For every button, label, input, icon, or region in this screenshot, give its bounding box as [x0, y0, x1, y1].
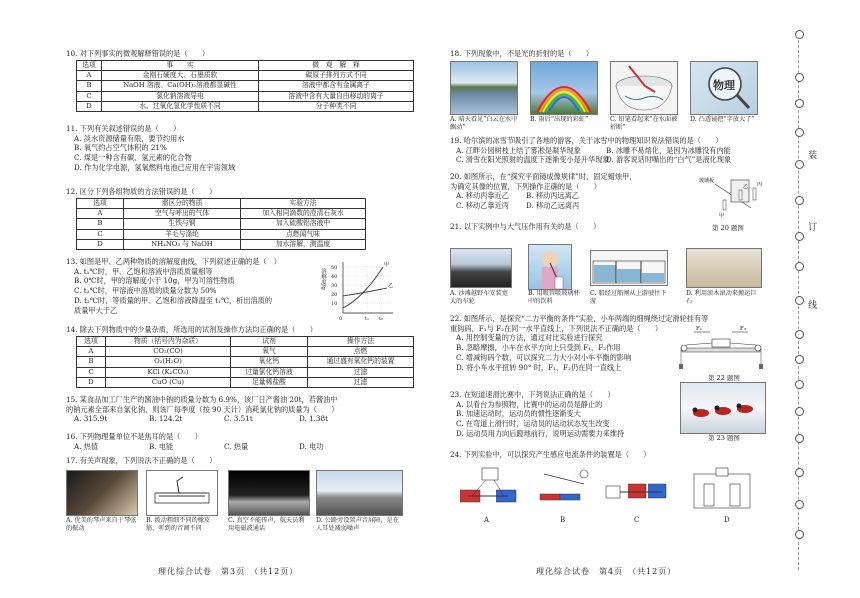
fig23-label: 第 23 题图: [708, 434, 740, 442]
table-cell: 氧化钙: [231, 357, 308, 367]
table-header: 事 实: [102, 61, 259, 71]
fig-text: 甲: [719, 213, 725, 219]
table-row: [77, 81, 414, 91]
right-page: [450, 0, 768, 598]
option: C. 煤是一种含有碳、氢元素的化合物: [74, 153, 192, 163]
table-cell: KCl (K₂CO₃): [106, 367, 231, 377]
table-cell: A: [77, 209, 124, 219]
table-header-row: [77, 61, 414, 71]
binding-hole: [795, 99, 804, 108]
binding-hole: [795, 73, 804, 82]
q17-caption-a: A. 优美的琴声来自于琴弦的振动: [66, 517, 137, 532]
q14-stem: 14. 除去下列物质中的少量杂质，所选用的试剂及操作方法均正确的是（ ）: [66, 325, 317, 334]
option: B. 加速运动时，运动员的惯性逐渐变大: [456, 409, 581, 419]
option: C. 滑雪在阳光照射的温度下逐渐变小是升华现象: [456, 155, 610, 165]
binding-hole: [795, 500, 804, 509]
page-footer: 理化综合试卷 第3页 （共12页）: [158, 567, 299, 577]
table-row: [77, 91, 414, 101]
apparatus-b: [534, 464, 594, 512]
page-footer: 理化综合试卷 第4页 （共12页）: [536, 567, 677, 577]
table-header: 选项: [77, 337, 106, 347]
table-cell: B: [77, 219, 124, 229]
table-cell: 通过盛有氧化钙的装置: [308, 357, 414, 367]
table-cell: 溶液中含有大量自由移动的离子: [259, 91, 414, 101]
table-cell: 加入相同滴数的澄清石灰水: [241, 209, 366, 219]
drinking-straw-photo: [528, 244, 572, 290]
table-cell: 过量氯化钙溶液: [231, 367, 308, 377]
guitar-photo: [66, 470, 138, 516]
table-cell: 空气与呼出的气体: [124, 209, 241, 219]
table-header: 需区分的物质: [124, 199, 241, 209]
graph-ylabel: 溶解度/g: [320, 268, 326, 290]
q13-block: [66, 257, 281, 315]
binding-hole: [795, 262, 804, 271]
q16-stem: 16. 下列物理量单位不是焦耳的是（ ）: [66, 432, 202, 441]
table-row: [77, 101, 414, 111]
two-force-figure: [678, 322, 764, 372]
table-cell: O₂(H₂O): [106, 357, 231, 367]
option: B. 冰雕不易熔化，是因为冰雕没有内能: [606, 145, 731, 155]
tick-label: t₁: [365, 316, 370, 322]
table-cell: C: [77, 229, 124, 239]
q10-table: [76, 60, 414, 112]
cloud-reflection-photo: [450, 61, 518, 115]
solubility-graph: [320, 258, 395, 322]
q17-caption-c: C. 真空不能传声，航天员利用电磁波通话: [228, 517, 305, 532]
q21-caption-d: D. 利用滚木滚动来搬运巨石: [686, 290, 757, 305]
option: B. 忽略摩擦，小车在水平方向上只受到 F₁、F₂作用: [456, 343, 621, 353]
curve-yi: [343, 288, 387, 296]
option: A. 315.9t: [74, 414, 108, 424]
table-cell: 生铁与铜: [124, 219, 241, 229]
q21-stem: 21. 以下实例中与大气压作用有关的是（ ）: [450, 222, 601, 231]
binding-label: 订: [806, 222, 817, 231]
q20-stem: 20. 如图所示，在“探究平面镜成像规律”时，固定蜡烛甲，: [450, 172, 637, 181]
curve-label: 甲: [384, 262, 390, 268]
option: A. 淡水资源储量有限，要节约用水: [74, 133, 185, 143]
q21-caption-a: A. 沙滩越野车安装宽大的车轮: [450, 290, 508, 305]
q24-label-b: B: [560, 516, 566, 524]
q21-caption-b: B. 用吸管吸玻璃杯中的饮料: [528, 290, 580, 305]
option: D. 1.38t: [299, 414, 328, 424]
table-row: [77, 367, 414, 377]
q24-stem: 24. 下列实验中，可以探究产生感应电流条件的装置是（ ）: [450, 450, 651, 459]
table-row: [77, 229, 366, 239]
q15-block: [66, 395, 338, 424]
magnified-text: 物理: [713, 79, 735, 92]
ship-lock-figure: [590, 250, 668, 286]
option: D. 电功: [299, 441, 324, 451]
pencil-bowl-photo: [610, 61, 678, 115]
curve-label: 乙: [388, 283, 394, 289]
table-cell: 点燃闻气味: [241, 229, 366, 239]
option: D. 作为化学电源，氢氧燃料电池已应用在宇宙领域: [74, 162, 236, 172]
option: B. 移动丙远离乙: [526, 191, 579, 201]
table-header-row: [77, 199, 366, 209]
binding-hole: [795, 468, 804, 477]
binding-hole: [795, 530, 804, 539]
option: C. 3.51t: [224, 414, 253, 424]
option: A. 江畔公园树枝上结了雾凇是凝华现象: [456, 145, 581, 155]
q18-caption-a: A. 晴天看见“白云在水中飘动”: [450, 116, 518, 131]
table-cell: CuO (Cu): [106, 377, 231, 387]
q21-caption-c: C. 船经过船闸从上游驶往下游: [590, 290, 667, 305]
q11-stem: 11. 下列有关叙述错误的是（ ）: [66, 124, 181, 133]
binding-hole: [795, 232, 804, 241]
mirror-figure: [695, 172, 767, 222]
table-cell: 分子种类不同: [259, 101, 414, 111]
table-header: 选项: [77, 61, 102, 71]
option: A. 热值: [74, 441, 99, 451]
apparatus-a: [452, 464, 524, 512]
q20-block: [450, 172, 636, 211]
q19-block: [450, 136, 731, 165]
table-row: [77, 239, 366, 249]
option: D. 将小车水平扭转 90° 时，F₁、F₂仍在同一直线上: [456, 362, 622, 372]
table-header: 操作方法: [308, 337, 414, 347]
table-cell: NH₄NO₃ 与 NaOH: [124, 239, 241, 249]
q22-block: [450, 314, 708, 372]
table-cell: NaOH 溶液、Ca(OH)₂溶液都显碱性: [102, 81, 259, 91]
table-cell: 水、过氧化氢化学性质不同: [102, 101, 259, 111]
force-label: F₁: [696, 326, 703, 332]
option: B. 电能: [149, 441, 174, 451]
table-cell: 点燃: [308, 347, 414, 357]
table-cell: D: [77, 101, 102, 111]
tick-label: 10: [331, 301, 338, 307]
table-cell: D: [77, 377, 106, 387]
option: B. 124.2t: [149, 414, 183, 424]
magnifier-photo: [690, 61, 758, 115]
table-cell: A: [77, 347, 106, 357]
apparatus-c: [602, 464, 672, 512]
tick-label: t₂: [379, 316, 384, 322]
option: C. 在弯道上滑行时，运动员的运动状态发生改变: [456, 419, 610, 429]
table-row: [77, 357, 414, 367]
option: A. t₁℃时，甲、乙饱和溶液中溶质质量相等: [74, 266, 213, 276]
q22-stem: 重钩码，F₁与 F₂在同一水平直线上，下列说法不正确的是（ ）: [450, 323, 663, 333]
table-cell: 氯化钠溶液导电: [102, 91, 259, 101]
q14-table: [76, 336, 414, 388]
table-header: 微 观 解 释: [259, 61, 414, 71]
table-header-row: [77, 337, 414, 347]
table-cell: 加入硫酸铝溶液中: [241, 219, 366, 229]
table-row: [77, 219, 366, 229]
table-cell: B: [77, 81, 102, 91]
table-cell: CO₂(CO): [106, 347, 231, 357]
option: 质量甲大于乙: [74, 305, 118, 315]
binding-hole: [795, 330, 804, 339]
options-row: [66, 442, 323, 452]
binding-hole: [795, 434, 804, 443]
q17-stem: 17. 有关声现象，下列说法不正确的是（ ）: [66, 456, 217, 465]
option: B. 0℃时，甲的溶解度小于 10g，甲为可溶性物质: [74, 276, 235, 286]
fig-text: 丙: [757, 182, 763, 188]
table-cell: 金刚石硬度大、石墨质软: [102, 71, 259, 81]
table-header: 实验方法: [241, 199, 366, 209]
q22-stem: 22. 如图所示，是探究“二力平衡的条件”实验，小车两端的细绳绕过定滑轮挂有等: [450, 314, 709, 323]
astronaut-photo: [228, 470, 310, 516]
table-header: 物质（括号内为杂质）: [106, 337, 231, 347]
q16-block: [66, 432, 323, 451]
table-cell: B: [77, 357, 106, 367]
fig20-label: 第 20 题图: [712, 224, 744, 232]
option: B. 氧气约占空气体积的 21%: [74, 143, 167, 153]
option: C. 增减钩码个数，可以探究二力大小对小车平衡的影响: [456, 352, 632, 362]
q18-caption-d: D. 凸透镜把“字放大了”: [690, 116, 755, 123]
q19-stem: 19. 哈尔滨的冰雪节吸引了各地的游客，关于冰雪中的物理知识说法错误的是（ ）: [450, 136, 723, 145]
q17-caption-b: B. 拨动粗细不同的橡皮筋，听到的音调不同: [146, 517, 211, 532]
rainbow-photo: [530, 61, 598, 115]
table-row: [77, 71, 414, 81]
option: D. 运动员用力向后蹬地前行，说明运动需要力来维持: [456, 428, 625, 438]
q23-block: [450, 390, 624, 439]
noise-barrier-photo: [316, 470, 403, 516]
binding-hole: [795, 196, 804, 205]
binding-label: 装: [806, 150, 817, 159]
table-header: 选项: [77, 199, 124, 209]
binding-margin: [790, 0, 860, 598]
table-row: [77, 209, 366, 219]
force-label: F₂: [740, 326, 747, 332]
q15-stem: 15. 某食品加工厂生产的酱油中钠的质量分数为 6.9%，该厂日产酱油 20t，若酱油中: [66, 395, 338, 404]
curve-jia: [343, 267, 383, 308]
table-cell: C: [77, 367, 106, 377]
q12-stem: 12. 区分下列各组物质的方法错误的是（ ）: [66, 187, 217, 196]
table-cell: 加水溶解，测温度: [241, 239, 366, 249]
rubber-band-figure: [146, 470, 218, 516]
binding-hole: [795, 296, 804, 305]
binding-hole: [795, 407, 804, 416]
apparatus-d: [686, 458, 762, 514]
option: D. 移动乙远离丙: [526, 201, 580, 211]
q12-table: [76, 198, 366, 250]
table-row: [77, 377, 414, 387]
table-row: [77, 347, 414, 357]
q11-block: [66, 124, 235, 173]
table-cell: 过滤: [308, 367, 414, 377]
fig22-label: 第 22 题图: [708, 374, 740, 382]
q13-stem: 13. 如图是甲、乙两种物质的溶解度曲线，下列叙述正确的是（ ）: [66, 257, 281, 266]
binding-hole: [795, 355, 804, 364]
tick-label: 0: [339, 316, 343, 322]
option: C. t₂℃时，甲溶液中溶质的质量分数为 50%: [74, 286, 217, 296]
q10-stem: 10. 对下列事实的微观解释错误的是（ ）: [66, 49, 210, 58]
table-cell: 过滤: [308, 377, 414, 387]
option: D. 游客说话时嘴出的“白气”是液化现象: [606, 155, 732, 165]
option: C. 热量: [224, 441, 249, 451]
binding-hole: [795, 30, 804, 39]
options-row: [450, 191, 636, 201]
options-row: [450, 146, 731, 156]
option: C. 移动乙靠近丙: [456, 201, 509, 211]
q17-caption-d: D. 公路旁设置声音屏障，是在人耳处减弱噪声: [316, 517, 399, 532]
options-row: [450, 201, 636, 211]
binding-hole: [795, 380, 804, 389]
options-row: [66, 414, 338, 424]
table-cell: 足量稀盐酸: [231, 377, 308, 387]
q23-stem: 23. 在短道速滑比赛中，下列说法正确的是（ ）: [450, 390, 615, 399]
table-cell: 溶液中都含有金属离子: [259, 81, 414, 91]
q18-caption-c: C. 铅笔看起来“在水面被折断”: [610, 116, 678, 131]
table-cell: C: [77, 91, 102, 101]
q18-caption-b: B. 雨后“出现的彩虹”: [530, 116, 589, 123]
q24-label-d: D: [724, 516, 730, 524]
table-cell: D: [77, 239, 124, 249]
tick-label: 40: [331, 274, 338, 280]
q20-stem: 为确定其像的位置，下列操作正确的是（ ）: [450, 181, 601, 191]
q18-stem: 18. 下列现象中，不是光的折射的是（ ）: [450, 49, 594, 58]
option: A. 用控制变量的方法，通过对比实验进行探究: [456, 333, 603, 343]
atv-photo: [450, 248, 512, 288]
speed-skating-photo: [680, 382, 766, 434]
table-cell: A: [77, 71, 102, 81]
table-cell: 碳原子排列方式不同: [259, 71, 414, 81]
binding-label: 线: [806, 300, 817, 309]
option: A. 以看台为参照物，比赛中的运动员是静止的: [456, 399, 603, 409]
rolling-logs-figure: [686, 248, 762, 288]
tick-label: 50: [331, 265, 338, 271]
binding-hole: [795, 160, 804, 169]
q24-label-c: C: [634, 516, 640, 524]
table-cell: 氧气: [231, 347, 308, 357]
table-cell: 羊毛与涤纶: [124, 229, 241, 239]
q15-stem: 的钠元素全部来自氯化钠，则该厂每季度（按 90 天计）消耗氯化钠的质量为（ ）: [66, 404, 339, 414]
options-row: [450, 155, 731, 165]
table-header: 试剂: [231, 337, 308, 347]
option: A. 移动丙靠近乙: [456, 191, 509, 201]
tick-label: 30: [331, 283, 338, 289]
q24-label-a: A: [484, 516, 490, 524]
fig-text: 乙: [743, 184, 749, 190]
left-page: [58, 0, 430, 598]
tick-label: 20: [331, 292, 338, 298]
fig-text: 玻璃板: [699, 178, 715, 184]
binding-hole: [795, 128, 804, 137]
option: D. t₂℃时，等质量的甲、乙饱和溶液降温至 t₁℃，析出溶质的: [74, 295, 273, 305]
